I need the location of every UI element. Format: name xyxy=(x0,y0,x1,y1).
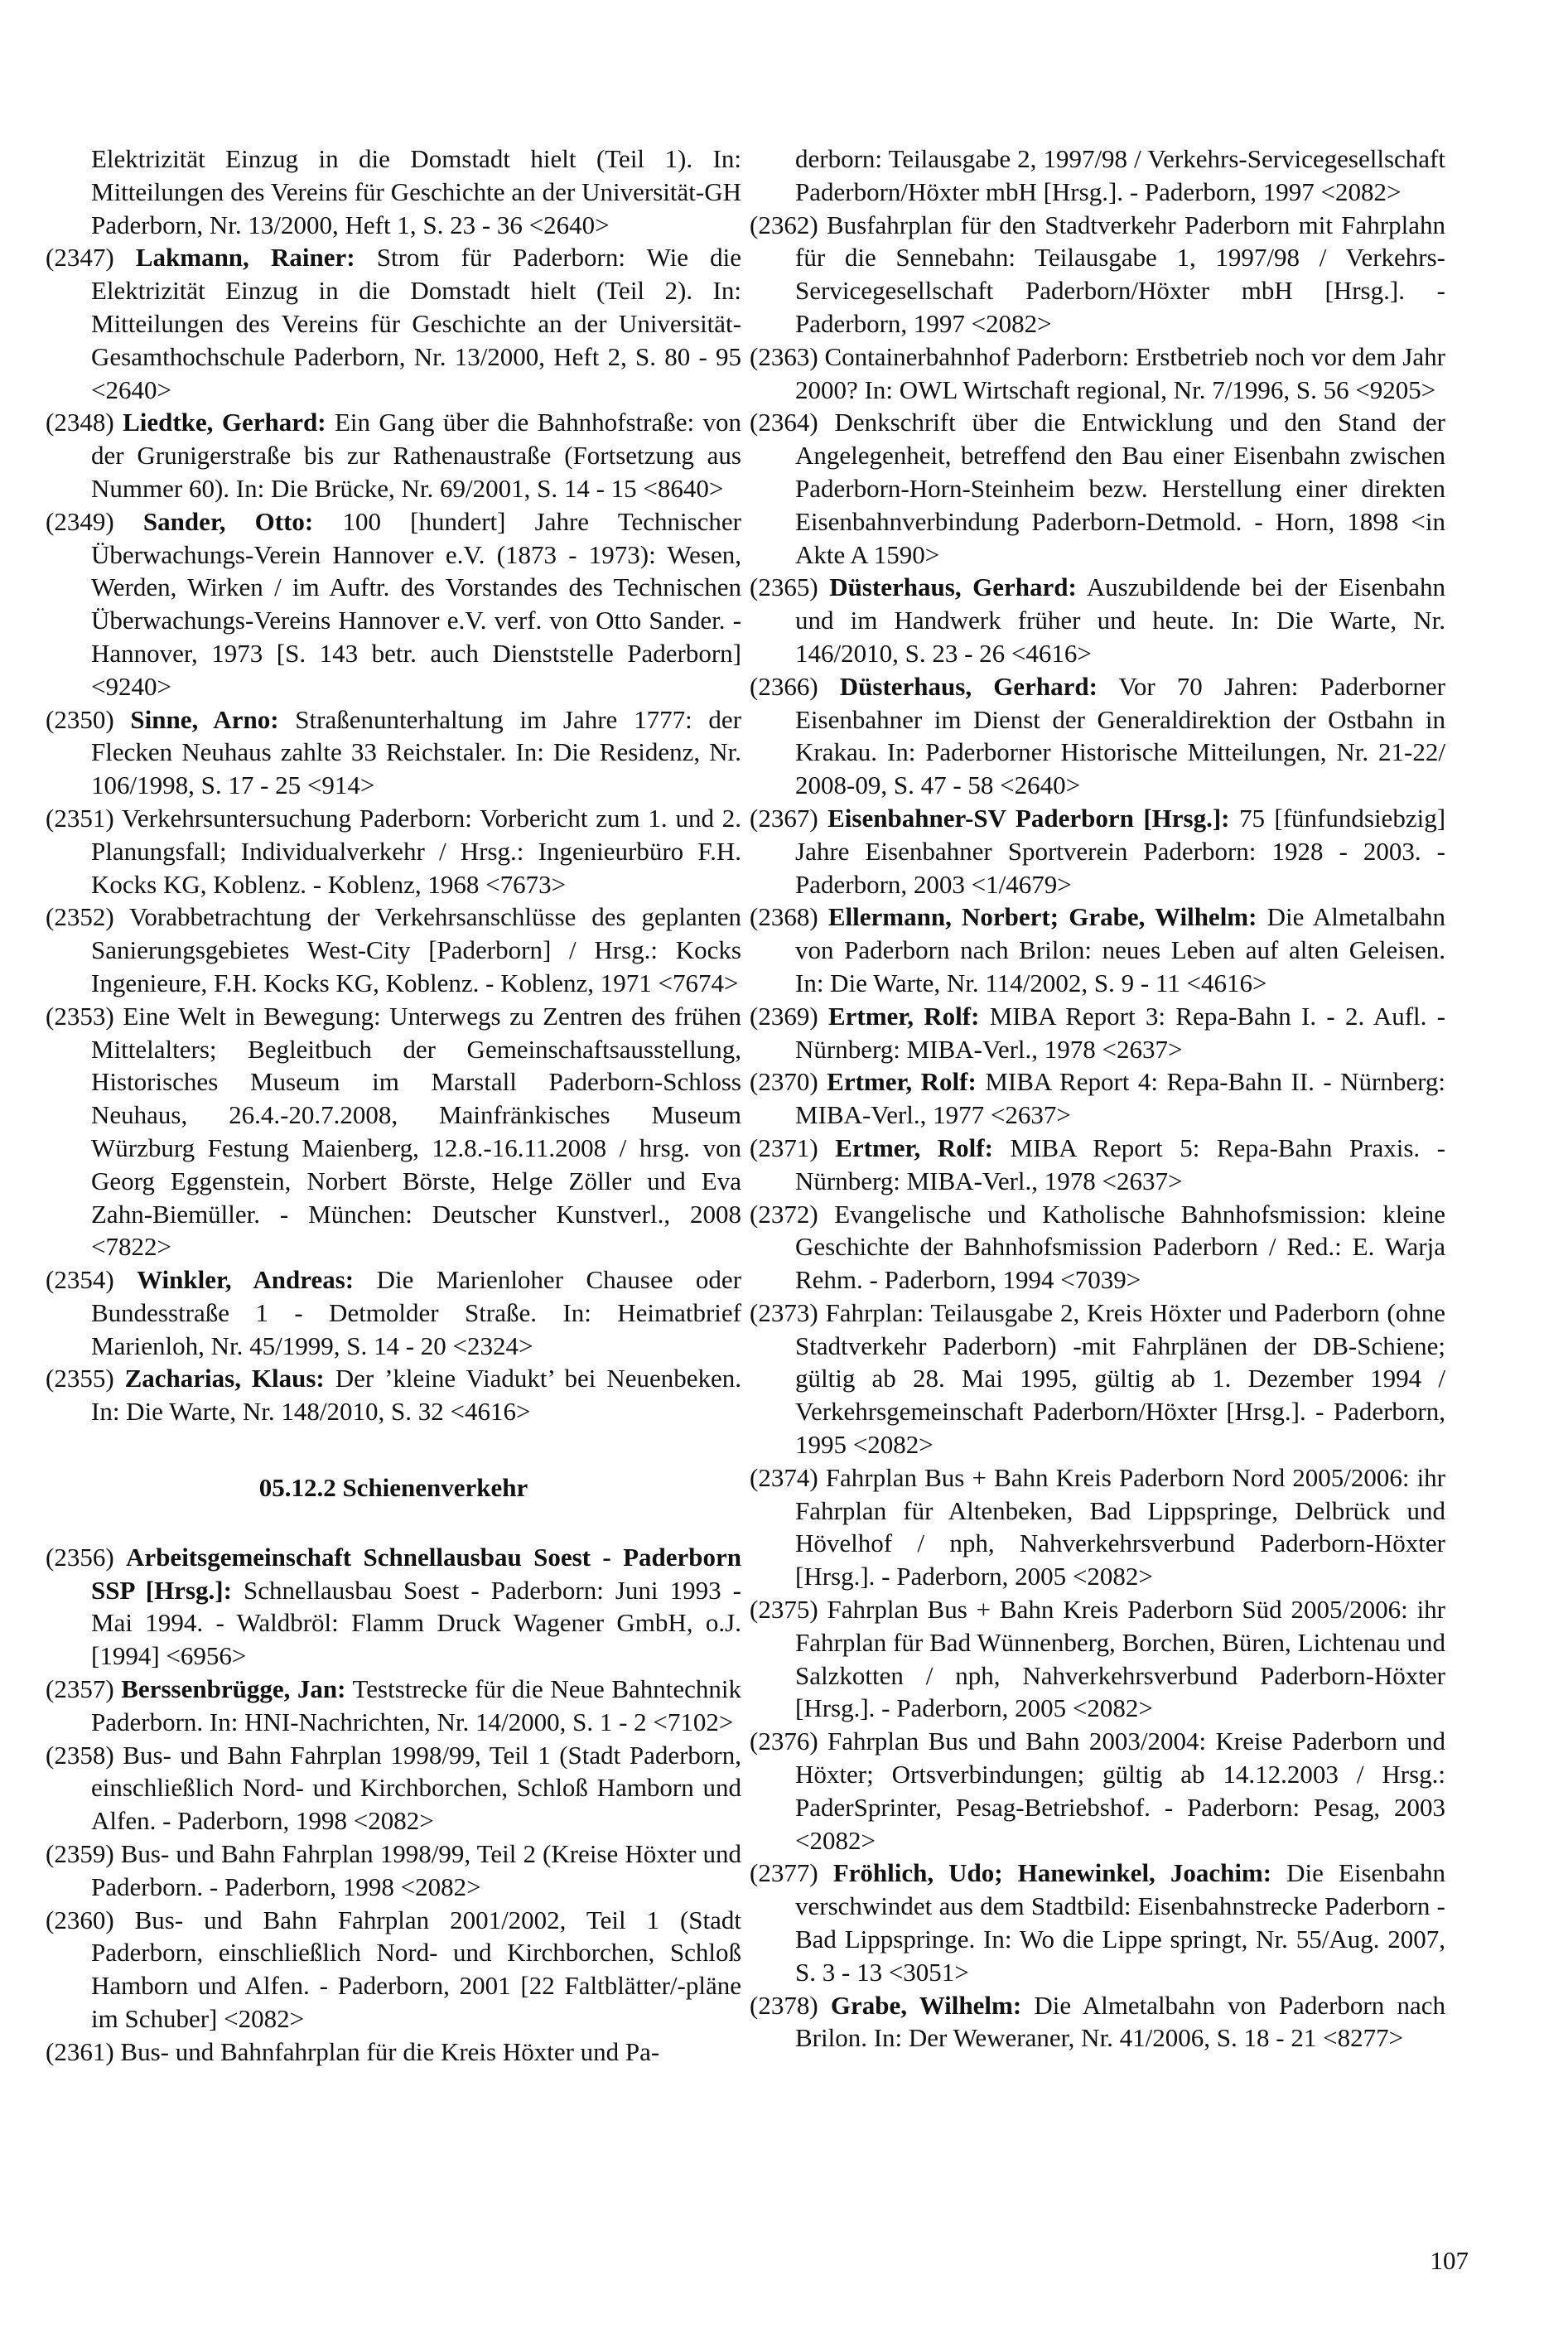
entry-text: Evangelische und Katholische Bahnhofsmission: kleine Geschichte der Bahnhofsmission Paderborn / Red.: E. Warja Rehm. - Paderborn, 1994 <7039> xyxy=(795,1199,1445,1295)
entry-author: Ellermann, Norbert; Grabe, Wilhelm: xyxy=(827,902,1257,932)
bibliography-entry xyxy=(750,1725,1445,1857)
entry-number: (2350) xyxy=(46,704,114,734)
entry-author: Sander, Otto: xyxy=(142,506,314,536)
entry-author: Düsterhaus, Gerhard: xyxy=(839,671,1098,701)
entry-number: (2361) xyxy=(46,2036,114,2066)
entry-author: Lakmann, Rainer: xyxy=(135,243,355,273)
entry-number: (2363) xyxy=(750,341,818,371)
entry-text: Fahrplan Bus + Bahn Kreis Paderborn Nord 2005/2006: ihr Fahrplan für Altenbeken, Bad Lippspringe, Delbrück und Hövelhof / nph, Nahverkehrsverbund Paderborn-Höxter [Hrsg.]. - Paderborn, 2005 <2082> xyxy=(795,1462,1446,1591)
entry-text: Fahrplan Bus + Bahn Kreis Paderborn Süd 2005/2006: ihr Fahrplan für Bad Wünnenberg, Borchen, Büren, Lichtenau und Salzkotten / nph, Nahverkehrsverbund Paderborn-Höxter [Hrsg.]. - Paderborn, 2005 <2082> xyxy=(795,1595,1446,1723)
entry-author: Grabe, Wilhelm: xyxy=(830,1990,1022,2020)
bibliography-entry xyxy=(750,209,1445,340)
entry-text: Busfahrplan für den Stadtverkehr Paderborn mit Fahrplahn für die Sennebahn: Teilausgabe 1, 1997/98 / Verkehrs-Servicegesellschaft Paderborn/Höxter mbH [Hrsg.]. - Paderborn, 1997 <2082> xyxy=(795,210,1445,338)
entry-text: Vor 70 Jahren: Paderborner Eisenbahner im Dienst der Generaldirektion der Ostbahn in Krakau. In: Paderborner Historische Mitteilungen, Nr. 21-22/ 2008-09, S. 47 - 58 <2640> xyxy=(795,671,1445,800)
bibliography-entry xyxy=(46,1541,741,1673)
bibliography-entry xyxy=(46,1904,741,2036)
entry-text: Straßenunterhaltung im Jahre 1777: der Flecken Neuhaus zahlte 33 Reichstaler. In: Die Residenz, Nr. 106/1998, S. 17 - 25 <914> xyxy=(91,704,742,800)
entry-number: (2358) xyxy=(46,1740,114,1770)
entry-author: Eisenbahner-SV Paderborn [Hrsg.]: xyxy=(827,803,1230,833)
entry-number: (2364) xyxy=(750,408,818,437)
bibliography-entry xyxy=(750,1065,1445,1132)
entry-number: (2370) xyxy=(750,1067,818,1097)
bibliography-entry xyxy=(46,406,741,505)
entry-text: Fahrplan Bus und Bahn 2003/2004: Kreise Paderborn und Höxter; Ortsverbindungen; gültig ab 14.12.2003 / Hrsg.: PaderSprinter, Pesag-Betriebshof. - Paderborn: Pesag, 2003 <2082> xyxy=(795,1727,1445,1855)
entry-number: (2349) xyxy=(46,506,114,536)
entry-text: Verkehrsuntersuchung Paderborn: Vorbericht zum 1. und 2. Planungsfall; Individualverkehr / Hrsg.: Ingenieurbüro F.H. Kocks KG, Koblenz. - Koblenz, 1968 <7673> xyxy=(91,803,741,899)
bibliography-entry xyxy=(750,1461,1445,1593)
entry-number: (2369) xyxy=(750,1001,818,1031)
entry-author: Zacharias, Klaus: xyxy=(124,1364,325,1393)
bibliography-entry xyxy=(46,1263,741,1362)
entry-number: (2347) xyxy=(46,243,114,273)
entry-text: 100 [hundert] Jahre Technischer Überwachungs-Verein Hannover e.V. (1873 - 1973): Wesen, Werden, Wirken / im Auftr. des Vorstandes des Technischen Überwachungs-Vereins Hannover e.V. verf. von Otto Sander. - Hannover, 1973 [S. 143 betr. auch Dienststelle Paderborn] <9240> xyxy=(91,506,742,701)
entry-author: Sinne, Arno: xyxy=(130,704,279,734)
entry-text: Die Almetalbahn von Paderborn nach Brilon: neues Leben auf alten Geleisen. In: Die Warte, Nr. 114/2002, S. 9 - 11 <4616> xyxy=(795,902,1446,997)
bibliography-entry xyxy=(46,1739,741,1838)
entry-list-rail-continued xyxy=(750,209,1445,2055)
entry-text: Der ’kleine Viadukt’ bei Neuenbeken. In: Die Warte, Nr. 148/2010, S. 32 <4616> xyxy=(91,1364,741,1427)
bibliography-entry xyxy=(750,1132,1445,1198)
bibliography-entry xyxy=(750,1000,1445,1066)
entry-author: Düsterhaus, Gerhard: xyxy=(829,572,1077,602)
bibliography-entry xyxy=(46,901,741,999)
entry-author: Berssenbrügge, Jan: xyxy=(121,1674,346,1704)
entry-number: (2368) xyxy=(750,902,818,932)
entry-number: (2348) xyxy=(46,408,114,437)
entry-number: (2360) xyxy=(46,1905,114,1934)
bibliography-entry xyxy=(750,802,1445,901)
bibliography-entry xyxy=(46,703,741,802)
bibliography-entry xyxy=(46,2036,741,2069)
bibliography-entry xyxy=(46,802,741,901)
bibliography-entry xyxy=(750,571,1445,669)
bibliography-entry xyxy=(750,340,1445,407)
entry-text: Elektrizität Einzug in die Domstadt hielt (Teil 1). In: Mitteilungen des Vereins für Geschichte an der Universität-GH Paderborn, Nr. 13/2000, Heft 1, S. 23 - 36 <2640> xyxy=(91,144,741,239)
continued-entry xyxy=(750,142,1445,209)
bibliography-entry xyxy=(750,1989,1445,2055)
right-column xyxy=(750,142,1445,2055)
entry-text: MIBA Report 3: Repa-Bahn I. - 2. Aufl. - Nürnberg: MIBA-Verl., 1978 <2637> xyxy=(795,1001,1446,1064)
bibliography-entry xyxy=(750,670,1445,802)
entry-text: MIBA Report 5: Repa-Bahn Praxis. - Nürnberg: MIBA-Verl., 1978 <2637> xyxy=(795,1133,1446,1195)
entry-number: (2351) xyxy=(46,803,114,833)
entry-author: Arbeitsgemeinschaft Schnellausbau Soest - Paderborn SSP [Hrsg.]: xyxy=(91,1542,742,1605)
bibliography-entry xyxy=(46,1000,741,1263)
entry-number: (2362) xyxy=(750,210,818,239)
entry-number: (2373) xyxy=(750,1297,818,1327)
entry-text: Fahrplan: Teilausgabe 2, Kreis Höxter und Paderborn (ohne Stadtverkehr Paderborn) -mit Fahrplänen der DB-Schiene; gültig ab 28. Mai 1995, gültig ab 1. Dezember 1994 / Verkehrsgemeinschaft Paderborn/Höxter [Hrsg.]. - Paderborn, 1995 <2082> xyxy=(795,1297,1445,1460)
entry-number: (2367) xyxy=(750,803,818,833)
bibliography-entry xyxy=(750,901,1445,999)
entry-author: Liedtke, Gerhard: xyxy=(123,408,326,437)
entry-text: Ein Gang über die Bahnhofstraße: von der Grunigerstraße bis zur Rathenaustraße (Fortsetzung aus Nummer 60). In: Die Brücke, Nr. 69/2001, S. 14 - 15 <8640> xyxy=(91,408,741,503)
entry-author: Ertmer, Rolf: xyxy=(835,1133,993,1162)
bibliography-entry xyxy=(46,1838,741,1904)
entry-number: (2354) xyxy=(46,1265,114,1295)
entry-number: (2356) xyxy=(46,1542,114,1572)
entry-list-rail xyxy=(46,1541,741,2069)
entry-text: Denkschrift über die Entwicklung und den Stand der Angelegenheit, betreffend den Bau einer Eisenbahn zwischen Paderborn-Horn-Steinheim bezw. Herstellung einer direkten Eisenbahnverbindung Paderborn-Detmold. - Horn, 1898 <in Akte A 1590> xyxy=(795,408,1446,569)
entry-text: Bus- und Bahn Fahrplan 1998/99, Teil 2 (Kreise Höxter und Paderborn. - Paderborn, 1998 <2082> xyxy=(91,1839,741,1901)
entry-text: Auszubildende bei der Eisenbahn und im Handwerk früher und heute. In: Die Warte, Nr. 146/2010, S. 23 - 26 <4616> xyxy=(795,572,1445,668)
entry-number: (2357) xyxy=(46,1674,114,1704)
bibliography-entry xyxy=(750,1297,1445,1461)
entry-number: (2378) xyxy=(750,1990,818,2020)
entry-text: Vorabbetrachtung der Verkehrsanschlüsse des geplanten Sanierungsgebietes West-City [Paderborn] / Hrsg.: Kocks Ingenieure, F.H. Kocks KG, Koblenz. - Koblenz, 1971 <7674> xyxy=(91,902,741,997)
bibliography-entry xyxy=(46,1362,741,1428)
bibliography-entry xyxy=(750,1198,1445,1297)
entry-text: Die Marienloher Chausee oder Bundesstraße 1 - Detmolder Straße. In: Heimatbrief Marienloh, Nr. 45/1999, S. 14 - 20 <2324> xyxy=(91,1265,742,1360)
section-heading: 05.12.2 Schienenverkehr xyxy=(258,1473,528,1503)
entry-text: Bus- und Bahnfahrplan für die Kreis Höxter und Pa- xyxy=(120,2036,660,2066)
entry-text: Bus- und Bahn Fahrplan 1998/99, Teil 1 (Stadt Paderborn, einschließlich Nord- und Kirchborchen, Schloß Hamborn und Alfen. - Paderborn, 1998 <2082> xyxy=(91,1740,742,1836)
entry-number: (2371) xyxy=(750,1133,818,1162)
entry-number: (2377) xyxy=(750,1858,818,1888)
entry-text: Die Eisenbahn verschwindet aus dem Stadtbild: Eisenbahnstrecke Paderborn - Bad Lippspringe. In: Wo die Lippe springt, Nr. 55/Aug. 2007, S. 3 - 13 <3051> xyxy=(795,1858,1446,1987)
entry-text: Containerbahnhof Paderborn: Erstbetrieb noch vor dem Jahr 2000? In: OWL Wirtschaft regional, Nr. 7/1996, S. 56 <9205> xyxy=(795,341,1445,404)
entry-text: 75 [fünfundsiebzig] Jahre Eisenbahner Sportverein Paderborn: 1928 - 2003. - Paderborn, 2003 <1/4679> xyxy=(795,803,1446,899)
entry-author: Winkler, Andreas: xyxy=(137,1265,355,1295)
entry-number: (2366) xyxy=(750,671,818,701)
bibliography-entry xyxy=(750,1857,1445,1988)
left-column xyxy=(46,142,741,2069)
continued-entry xyxy=(46,142,741,241)
entry-number: (2372) xyxy=(750,1199,818,1229)
entry-text: MIBA Report 4: Repa-Bahn II. - Nürnberg: MIBA-Verl., 1977 <2637> xyxy=(795,1067,1446,1130)
entry-number: (2353) xyxy=(46,1001,114,1031)
entry-text: Teststrecke für die Neue Bahntechnik Paderborn. In: HNI-Nachrichten, Nr. 14/2000, S. 1 - 2 <7102> xyxy=(91,1674,741,1736)
bibliography-entry xyxy=(46,505,741,703)
bibliography-entry xyxy=(46,241,741,406)
page-number: 107 xyxy=(1430,2246,1469,2275)
entry-number: (2365) xyxy=(750,572,818,602)
entry-number: (2359) xyxy=(46,1839,114,1869)
entry-number: (2352) xyxy=(46,902,114,932)
bibliography-entry xyxy=(46,1673,741,1739)
entry-author: Ertmer, Rolf: xyxy=(827,1001,980,1031)
entry-list-general xyxy=(46,241,741,1428)
entry-text: Bus- und Bahn Fahrplan 2001/2002, Teil 1 (Stadt Paderborn, einschließlich Nord- und Kirchborchen, Schloß Hamborn und Alfen. - Paderborn, 2001 [22 Faltblätter/-pläne im Schuber] <2082> xyxy=(91,1905,742,2034)
entry-number: (2355) xyxy=(46,1364,114,1393)
entry-text: Strom für Paderborn: Wie die Elektrizität Einzug in die Domstadt hielt (Teil 2). In: Mitteilungen des Vereins für Geschichte an der Universität-Gesamthochschule Paderborn, Nr. 13/2000, Heft 2, S. 80 - 95 <2640> xyxy=(91,243,742,404)
entry-author: Ertmer, Rolf: xyxy=(827,1067,977,1097)
entry-number: (2376) xyxy=(750,1727,818,1756)
entry-number: (2374) xyxy=(750,1462,818,1492)
bibliography-entry xyxy=(750,406,1445,571)
entry-number: (2375) xyxy=(750,1595,818,1625)
entry-author: Fröhlich, Udo; Hanewinkel, Joachim: xyxy=(832,1858,1272,1888)
bibliography-entry xyxy=(750,1593,1445,1725)
entry-text: derborn: Teilausgabe 2, 1997/98 / Verkehrs-Servicegesellschaft Paderborn/Höxter mbH [Hrsg.]. - Paderborn, 1997 <2082> xyxy=(795,144,1445,206)
entry-text: Schnellausbau Soest - Paderborn: Juni 1993 - Mai 1994. - Waldbröl: Flamm Druck Wagener GmbH, o.J. [1994] <6956> xyxy=(91,1575,741,1671)
entry-text: Eine Welt in Bewegung: Unterwegs zu Zentren des frühen Mittelalters; Begleitbuch der Gemeinschaftsausstellung, Historisches Museum im Marstall Paderborn-Schloss Neuhaus, 26.4.-20.7.2008, Mainfränkisches Museum Würzburg Festung Maienberg, 12.8.-16.11.2008 / hrsg. von Georg Eggenstein, Norbert Börste, Helge Zöller und Eva Zahn-Biemüller. - München: Deutscher Kunstverl., 2008 <7822> xyxy=(91,1001,741,1262)
entry-text: Die Almetalbahn von Paderborn nach Brilon. In: Der Weweraner, Nr. 41/2006, S. 18 - 21 <8277> xyxy=(795,1990,1445,2053)
